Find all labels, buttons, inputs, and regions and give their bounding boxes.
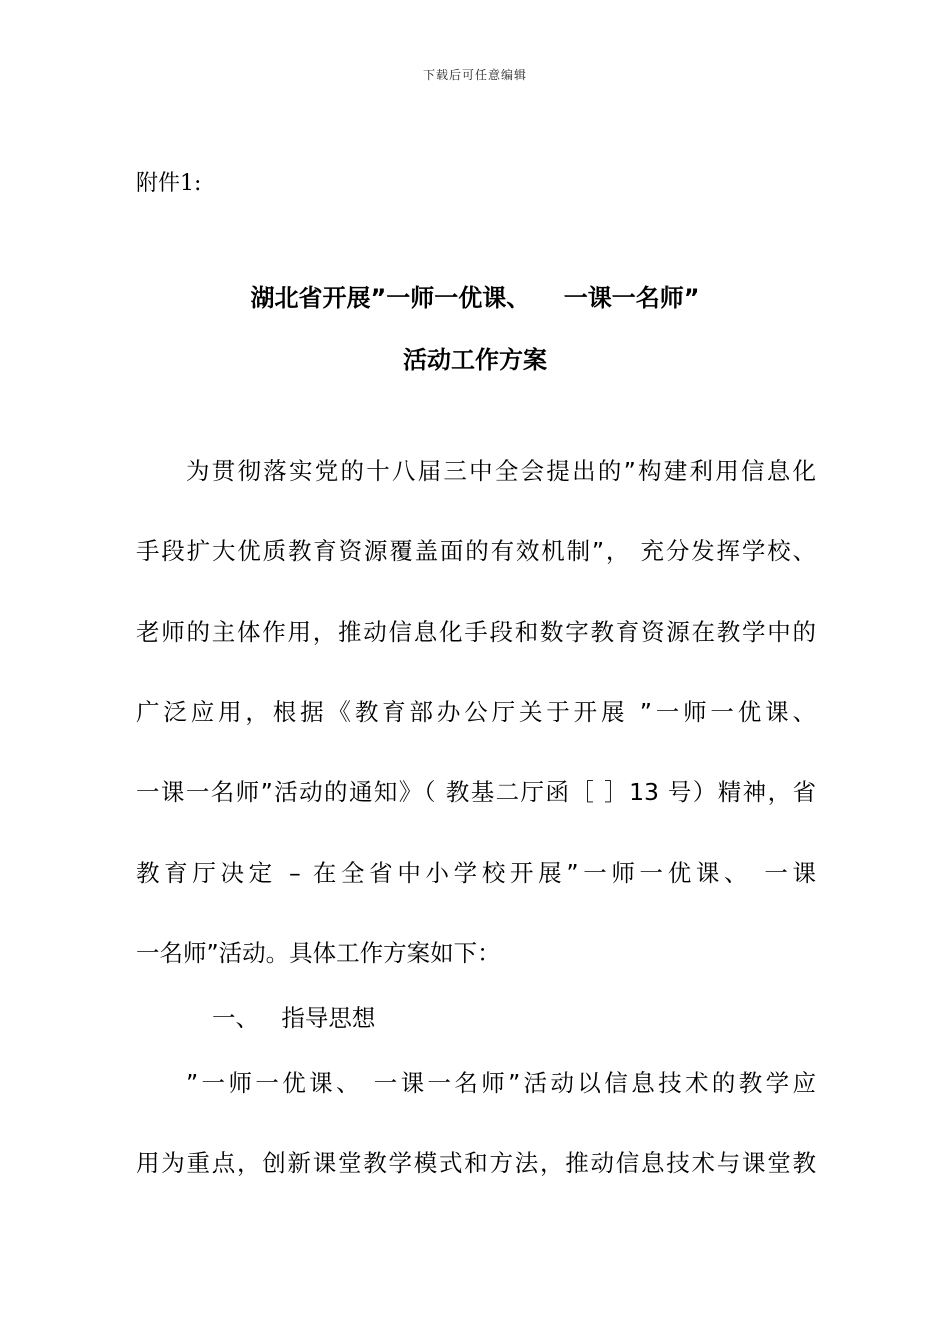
- page-header-note: 下载后可任意编辑: [422, 68, 527, 82]
- paragraph-line: 用为重点，创新课堂教学模式和方法，推动信息技术与课堂教: [136, 1149, 816, 1177]
- paragraph-line: 广泛应用，根据《教育部办公厅关于开展 ”一师一优课、: [136, 698, 816, 726]
- paragraph-line: ”一师一优课、 一课一名师”活动以信息技术的教学应: [186, 1069, 816, 1097]
- section-heading: 一、 指导思想: [212, 1004, 376, 1032]
- paragraph-line: 教育厅决定 – 在全省中小学校开展”一师一优课、 一课: [136, 859, 816, 887]
- document-title-line-2: 活动工作方案: [403, 346, 547, 374]
- attachment-label: 附件1:: [136, 171, 202, 196]
- paragraph-line: 老师的主体作用，推动信息化手段和数字教育资源在教学中的: [136, 618, 816, 646]
- paragraph-line: 手段扩大优质教育资源覆盖面的有效机制”， 充分发挥学校、: [136, 537, 816, 565]
- paragraph-line: 一课一名师”活动的通知》（ 教基二厅函［ ］13 号）精神，省: [136, 778, 816, 806]
- paragraph-line: 一名师”活动。具体工作方案如下：: [136, 939, 501, 967]
- paragraph-line: 为贯彻落实党的十八届三中全会提出的”构建利用信息化: [186, 457, 816, 485]
- document-title-line-1: 湖北省开展”一师一优课、 一课一名师”: [250, 284, 700, 312]
